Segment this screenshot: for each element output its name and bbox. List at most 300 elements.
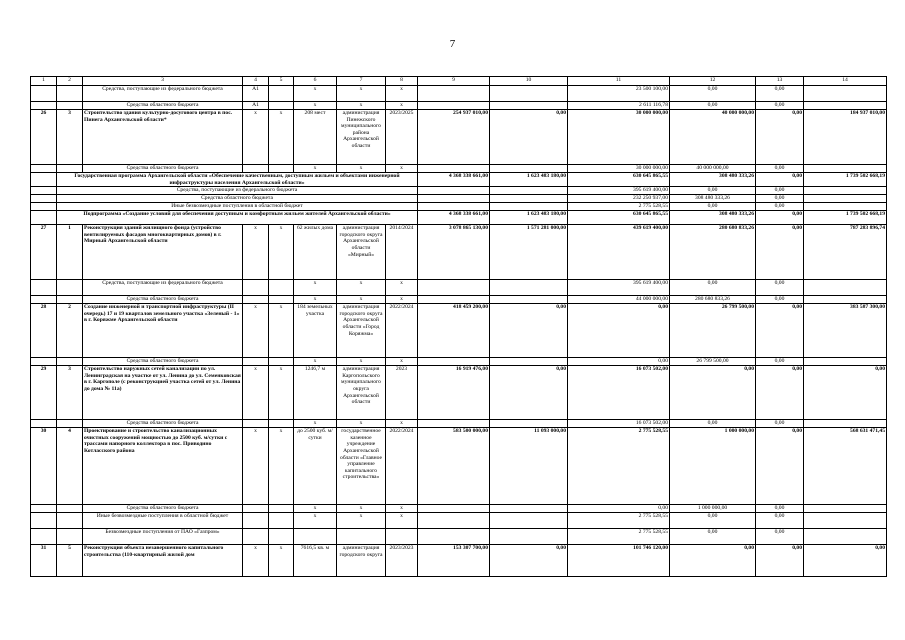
column-number-cell: 7 [337,77,386,86]
funding-source-label: Безвозмездные поступления от ПАО «Газпром» [83,529,243,545]
program-source-label: Средства, поступающие из федерального бюджета [57,187,418,195]
table-cell: х [294,513,337,529]
program-title-cell: Подпрограмма «Создание условий для обеспечения доступным и комфортным жильем жителей Архангельской области» [57,211,418,225]
table-cell [31,296,57,304]
table-cell [490,296,568,304]
object-name-cell: Проектирование и строительство канализационных очистных сооружений мощностью до 2500 куб. м/сутки с трассами напорного коллектора в пос. Приводино Котласского района [83,428,243,505]
customer-cell: администрация Пинежского муниципального района Архангельской области [337,110,386,165]
table-cell [57,280,83,296]
table-cell [804,203,887,211]
amount-cell: 1 739 502 668,19 [804,211,887,225]
amount-cell: 0,00 [756,203,804,211]
amount-cell: 16 073 502,00 [568,366,670,420]
amount-cell: 2 611 116,78 [568,102,670,110]
table-cell [490,529,568,545]
table-cell [243,280,269,296]
column-number-cell: 9 [418,77,490,86]
table-cell [57,102,83,110]
amount-cell: 30 000 000,00 [568,165,670,173]
funding-source-label: Средства областного бюджета [83,358,243,366]
table-cell [418,195,490,203]
budget-table [30,76,887,577]
table-cell: х [269,110,294,165]
customer-cell: администрация городского округа Архангельской области «Город Коряжма» [337,304,386,358]
table-cell [418,505,490,513]
amount-cell: 383 587 300,00 [804,304,887,358]
amount-cell: 2 775 528,55 [568,428,670,505]
table-cell: х [386,296,418,304]
column-number-cell: 11 [568,77,670,86]
table-cell [57,513,83,529]
amount-cell: 0,00 [756,505,804,513]
table-cell [490,102,568,110]
object-row [31,304,887,358]
column-number-cell: 13 [756,77,804,86]
table-cell [57,529,83,545]
amount-cell: 308 480 333,26 [670,211,756,225]
amount-cell: 0,00 [756,296,804,304]
object-row [31,366,887,420]
customer-cell: администрация Каргопольского муниципального округа Архангельской области [337,366,386,420]
funding-source-label: Средства областного бюджета [83,420,243,428]
amount-cell: 0,00 [490,545,568,577]
amount-cell: 2 775 528,55 [568,529,670,545]
table-cell: х [337,296,386,304]
amount-cell: 0,00 [670,513,756,529]
funding-source-row [31,358,887,366]
row-number-cell: 26 [31,110,57,165]
period-cell: 2023 [386,366,418,420]
amount-cell: 418 459 200,00 [418,304,490,358]
table-cell [804,187,887,195]
table-cell [269,86,294,102]
funding-source-label: Средства, поступающие из федерального бюджета [83,86,243,102]
table-cell: х [294,358,337,366]
row-subnumber-cell: 3 [57,366,83,420]
amount-cell: 0,00 [756,187,804,195]
table-cell: х [337,505,386,513]
amount-cell: 184 937 010,00 [804,110,887,165]
amount-cell: 4 368 338 661,00 [418,211,490,225]
table-cell [57,86,83,102]
table-cell: х [337,513,386,529]
amount-cell: 0,00 [670,366,756,420]
table-cell [337,529,386,545]
table-cell [31,211,57,225]
column-number-cell: 12 [670,77,756,86]
capacity-cell: 184 земельных участка [294,304,337,358]
object-row [31,110,887,165]
amount-cell: 254 937 010,00 [418,110,490,165]
table-cell [269,513,294,529]
table-cell: х [337,358,386,366]
row-number-cell: 29 [31,366,57,420]
amount-cell: 3 078 865 130,00 [418,225,490,280]
funding-source-label: Средства областного бюджета [83,165,243,173]
amount-cell: 0,00 [756,102,804,110]
amount-cell: 1 000 000,00 [670,505,756,513]
table-cell [418,529,490,545]
table-cell [31,187,57,195]
amount-cell: 0,00 [756,225,804,280]
period-cell: 2022/2024 [386,428,418,505]
table-cell [804,296,887,304]
table-cell [418,187,490,195]
table-cell: х [243,225,269,280]
amount-cell: 0,00 [756,195,804,203]
amount-cell: 787 283 896,74 [804,225,887,280]
program-source-row [31,195,887,203]
table-cell [804,280,887,296]
table-cell [804,195,887,203]
amount-cell: 0,00 [670,420,756,428]
column-number-cell: 6 [294,77,337,86]
table-cell [804,529,887,545]
table-cell: А1 [243,86,269,102]
amount-cell: 23 500 100,00 [568,86,670,102]
funding-source-label: Иные безвозмездные поступления в областной бюджет [83,513,243,529]
column-number-cell: 8 [386,77,418,86]
amount-cell: 0,00 [756,513,804,529]
column-number-row [31,77,887,86]
table-cell [418,165,490,173]
amount-cell: 0,00 [670,187,756,195]
program-source-row [31,187,887,195]
table-cell: х [337,165,386,173]
row-number-cell: 28 [31,304,57,358]
amount-cell: 0,00 [568,358,670,366]
column-number-cell: 1 [31,77,57,86]
amount-cell: 0,00 [756,86,804,102]
amount-cell: 0,00 [670,102,756,110]
table-cell: х [269,304,294,358]
table-cell [57,420,83,428]
amount-cell: 0,00 [490,110,568,165]
object-row [31,428,887,505]
table-cell [490,195,568,203]
table-cell [269,165,294,173]
table-cell [31,529,57,545]
funding-source-row [31,102,887,110]
funding-source-row [31,513,887,529]
amount-cell: 1 571 281 000,00 [490,225,568,280]
table-cell: х [294,505,337,513]
object-name-cell: Строительство наружных сетей канализации по ул. Ленинградская на участке от ул. Ленина до ул. Семенковская в г. Каргополе (с реконструкцией участка сетей от ул. Ленина до дома № 11а) [83,366,243,420]
table-cell [418,358,490,366]
amount-cell: 0,00 [670,280,756,296]
amount-cell: 0,00 [756,366,804,420]
row-number-cell: 30 [31,428,57,505]
table-cell: х [294,420,337,428]
table-cell: х [386,513,418,529]
table-cell [243,165,269,173]
table-cell: х [243,545,269,577]
column-number-cell: 5 [269,77,294,86]
table-cell [31,203,57,211]
table-cell: х [243,366,269,420]
table-cell [418,280,490,296]
table-cell [269,296,294,304]
table-cell: х [386,505,418,513]
program-source-label: Средства областного бюджета [57,195,418,203]
amount-cell: 395 619 400,00 [568,187,670,195]
amount-cell: 0,00 [756,110,804,165]
funding-source-row [31,280,887,296]
amount-cell: 0,00 [670,529,756,545]
table-cell: А1 [243,102,269,110]
table-cell: х [386,358,418,366]
funding-source-row [31,529,887,545]
funding-source-label: Средства, поступающие из федерального бюджета [83,280,243,296]
amount-cell: 568 631 471,45 [804,428,887,505]
table-cell [31,86,57,102]
table-cell [31,280,57,296]
capacity-cell: 208 мест [294,110,337,165]
table-cell: х [337,102,386,110]
amount-cell: 583 500 000,00 [418,428,490,505]
table-cell: х [337,86,386,102]
amount-cell: 280 680 833,26 [670,296,756,304]
amount-cell: 0,00 [670,203,756,211]
amount-cell: 0,00 [568,304,670,358]
amount-cell: 0,00 [756,211,804,225]
table-cell: х [269,428,294,505]
amount-cell: 0,00 [756,420,804,428]
table-cell: х [386,420,418,428]
amount-cell: 308 480 333,26 [670,173,756,187]
customer-cell: государственное казенное учреждение Архангельской области «Главное управление капитального строительства» [337,428,386,505]
amount-cell: 4 368 338 661,00 [418,173,490,187]
table-cell: х [243,428,269,505]
table-cell: х [386,102,418,110]
table-cell [31,102,57,110]
table-cell [804,420,887,428]
amount-cell: 40 000 000,00 [670,165,756,173]
amount-cell: 0,00 [670,545,756,577]
column-number-cell: 14 [804,77,887,86]
capacity-cell: 62 жилых дома [294,225,337,280]
amount-cell: 26 799 500,00 [670,304,756,358]
capacity-cell: 1246,7 м [294,366,337,420]
table-cell [243,420,269,428]
table-cell [418,420,490,428]
table-cell [31,173,57,187]
amount-cell: 0,00 [756,280,804,296]
row-number-cell: 27 [31,225,57,280]
table-cell [804,513,887,529]
table-cell: х [243,110,269,165]
amount-cell: 232 250 937,00 [568,195,670,203]
table-cell: х [294,280,337,296]
row-subnumber-cell: 4 [57,428,83,505]
object-name-cell: Создание инженерной и транспортной инфраструктуры (II очередь) 17 и 19 кварталов земельного участка «Зеленый - 1» в г. Коряжме Архангельской области [83,304,243,358]
amount-cell: 40 000 000,00 [670,110,756,165]
amount-cell: 1 623 483 180,00 [490,211,568,225]
table-cell [490,165,568,173]
table-cell [269,358,294,366]
period-cell: 2023/2025 [386,110,418,165]
table-cell [490,86,568,102]
table-cell [243,513,269,529]
customer-cell: администрация городского округа Архангельской области «Мирный» [337,225,386,280]
page-number: 7 [449,38,456,50]
table-cell [418,296,490,304]
amount-cell: 0,00 [756,304,804,358]
table-cell: х [269,225,294,280]
funding-source-row [31,420,887,428]
amount-cell: 1 000 000,00 [670,428,756,505]
table-cell: х [337,420,386,428]
table-cell: х [294,296,337,304]
amount-cell: 395 619 400,00 [568,280,670,296]
table-cell [490,505,568,513]
amount-cell: 0,00 [804,366,887,420]
amount-cell: 26 799 500,00 [670,358,756,366]
table-cell: х [386,165,418,173]
table-cell [386,529,418,545]
program-source-label: Иные безвозмездные поступления в областной бюджет [57,203,418,211]
table-cell [418,86,490,102]
amount-cell: 439 619 400,00 [568,225,670,280]
table-cell: х [386,86,418,102]
table-cell [418,513,490,529]
capacity-cell: 7616,5 кв. м [294,545,337,577]
amount-cell: 1 739 502 668,19 [804,173,887,187]
amount-cell: 2 775 528,55 [568,513,670,529]
amount-cell: 101 746 120,00 [568,545,670,577]
program-row [31,211,887,225]
table-cell [31,505,57,513]
table-cell [418,203,490,211]
table-cell [804,86,887,102]
table-body [31,77,887,577]
funding-source-row [31,505,887,513]
table-cell [31,358,57,366]
table-cell [490,513,568,529]
row-number-cell: 31 [31,545,57,577]
table-cell [490,187,568,195]
amount-cell: 0,00 [756,529,804,545]
table-cell: х [294,165,337,173]
amount-cell: 0,00 [568,505,670,513]
amount-cell: 308 480 333,26 [670,195,756,203]
column-number-cell: 2 [57,77,83,86]
amount-cell: 1 623 483 180,00 [490,173,568,187]
column-number-cell: 3 [83,77,243,86]
table-cell [31,420,57,428]
table-cell: х [269,545,294,577]
row-subnumber-cell: 3 [57,110,83,165]
amount-cell: 0,00 [756,358,804,366]
table-cell [269,420,294,428]
table-cell [31,165,57,173]
period-cell: 2014/2024 [386,225,418,280]
customer-cell: администрация городского округа [337,545,386,577]
table-cell [490,358,568,366]
table-cell [490,203,568,211]
amount-cell: 16 073 502,00 [568,420,670,428]
funding-source-row [31,165,887,173]
table-cell [418,102,490,110]
table-cell [804,505,887,513]
amount-cell: 153 307 700,00 [418,545,490,577]
row-subnumber-cell: 5 [57,545,83,577]
table-cell [269,102,294,110]
funding-source-label: Средства областного бюджета [83,505,243,513]
amount-cell: 0,00 [490,366,568,420]
amount-cell: 630 645 865,55 [568,173,670,187]
funding-source-row [31,296,887,304]
amount-cell: 0,00 [756,545,804,577]
program-title-cell: Государственная программа Архангельской области «Обеспечение качественным, доступным жильем и объектами инженерной инфраструктуры населения Архангельской области» [57,173,418,187]
table-cell: х [294,86,337,102]
table-cell [490,420,568,428]
table-cell [57,165,83,173]
object-row [31,545,887,577]
column-number-cell: 10 [490,77,568,86]
table-cell [57,505,83,513]
object-name-cell: Реконструкция объекта незавершенного капитального строительства (110-квартирный жилой дом [83,545,243,577]
amount-cell: 0,00 [756,428,804,505]
column-number-cell: 4 [243,77,269,86]
table-cell: х [337,280,386,296]
table-cell [57,296,83,304]
table-cell [490,280,568,296]
amount-cell: 2 775 528,55 [568,203,670,211]
table-cell [269,505,294,513]
amount-cell: 16 919 476,00 [418,366,490,420]
amount-cell: 0,00 [804,545,887,577]
object-name-cell: Реконструкция зданий жилищного фонда (устройство вентилируемых фасадов многоквартирных домов) в г. Мирный Архангельской области [83,225,243,280]
object-row [31,225,887,280]
amount-cell: 0,00 [490,304,568,358]
table-cell [294,529,337,545]
table-cell: х [243,304,269,358]
table-cell: х [294,102,337,110]
amount-cell: 0,00 [756,165,804,173]
period-cell: 2022/2024 [386,304,418,358]
table-cell [804,358,887,366]
table-cell [243,505,269,513]
object-name-cell: Строительство здания культурно-досугового центра в пос. Пинега Архангельской области* [83,110,243,165]
funding-source-label: Средства областного бюджета [83,102,243,110]
amount-cell: 0,00 [670,86,756,102]
table-cell: х [386,280,418,296]
funding-source-label: Средства областного бюджета [83,296,243,304]
funding-source-row [31,86,887,102]
row-subnumber-cell: 2 [57,304,83,358]
capacity-cell: до 2500 куб. м/сутки [294,428,337,505]
table-cell [804,102,887,110]
table-cell [243,358,269,366]
amount-cell: 280 680 833,26 [670,225,756,280]
period-cell: 2023/2023 [386,545,418,577]
table-cell [243,296,269,304]
amount-cell: 11 093 000,00 [490,428,568,505]
row-subnumber-cell: 1 [57,225,83,280]
table-cell [269,280,294,296]
table-cell: х [269,366,294,420]
amount-cell: 0,00 [756,173,804,187]
table-cell [804,165,887,173]
program-source-row [31,203,887,211]
table-cell [31,513,57,529]
table-cell [31,195,57,203]
table-cell [269,529,294,545]
table-cell [243,529,269,545]
amount-cell: 630 645 865,55 [568,211,670,225]
amount-cell: 44 000 000,00 [568,296,670,304]
